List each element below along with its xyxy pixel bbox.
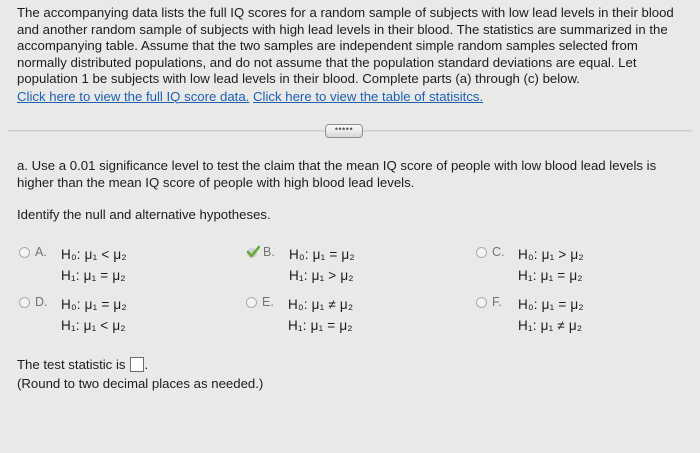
alternative-hypothesis: H₁: μ₁ = μ₂ xyxy=(288,318,353,333)
hypotheses xyxy=(289,244,355,286)
checkmark-icon[interactable] xyxy=(246,245,260,259)
rounding-note: (Round to two decimal places as needed.) xyxy=(17,376,264,391)
option-letter: A. xyxy=(35,245,47,259)
option-e[interactable] xyxy=(246,294,353,336)
radio-icon[interactable] xyxy=(476,297,487,308)
problem-statement xyxy=(17,5,689,105)
option-letter: D. xyxy=(35,295,48,309)
option-letter: C. xyxy=(492,245,505,259)
hypotheses xyxy=(518,244,584,286)
links-row xyxy=(17,89,689,106)
hypotheses xyxy=(288,294,353,336)
option-letter: B. xyxy=(263,245,275,259)
alternative-hypothesis: H₁: μ₁ = μ₂ xyxy=(61,268,126,283)
option-d[interactable] xyxy=(19,294,127,336)
option-letter: F. xyxy=(492,295,502,309)
alternative-hypothesis: H₁: μ₁ = μ₂ xyxy=(518,268,583,283)
test-statistic-row xyxy=(17,357,148,372)
alternative-hypothesis: H₁: μ₁ ≠ μ₂ xyxy=(518,318,583,333)
option-c[interactable] xyxy=(476,244,584,286)
full-data-link[interactable]: Click here to view the full IQ score data. xyxy=(17,88,250,104)
test-statistic-period: . xyxy=(144,357,149,372)
null-hypothesis: H₀: μ₁ < μ₂ xyxy=(61,247,127,262)
hypotheses xyxy=(61,244,127,286)
radio-icon[interactable] xyxy=(19,247,30,258)
null-hypothesis: H₀: μ₁ > μ₂ xyxy=(518,247,584,262)
alternative-hypothesis: H₁: μ₁ < μ₂ xyxy=(61,318,126,333)
alternative-hypothesis: H₁: μ₁ > μ₂ xyxy=(289,268,354,283)
radio-icon[interactable] xyxy=(19,297,30,308)
option-a[interactable] xyxy=(19,244,127,286)
hypotheses xyxy=(518,294,584,336)
test-statistic-input[interactable] xyxy=(130,357,144,372)
test-statistic-label: The test statistic is xyxy=(17,357,126,372)
option-letter: E. xyxy=(262,295,274,309)
null-hypothesis: H₀: μ₁ ≠ μ₂ xyxy=(288,297,354,312)
null-hypothesis: H₀: μ₁ = μ₂ xyxy=(61,297,127,312)
radio-icon[interactable] xyxy=(476,247,487,258)
option-b[interactable] xyxy=(246,244,355,286)
problem-paragraph: The accompanying data lists the full IQ scores for a random sample of subjects with low lead levels in their blood and another random sample of subjects with high lead levels in their blood. The statistics are summarized in the accompanying table. Assume that the two samples are independent simple random samples selected from normally distributed populations, and do not assume that the population standard deviations are equal. Let population 1 be subjects with low lead levels in their blood. Complete parts (a) through (c) below. xyxy=(17,5,674,86)
part-a-instruction: Identify the null and alternative hypotheses. xyxy=(17,207,271,222)
option-f[interactable] xyxy=(476,294,584,336)
radio-icon[interactable] xyxy=(246,297,257,308)
null-hypothesis: H₀: μ₁ = μ₂ xyxy=(518,297,584,312)
statistics-table-link[interactable]: Click here to view the table of statisitcs. xyxy=(253,88,484,104)
expand-more-button[interactable]: ••••• xyxy=(325,124,363,138)
hypotheses xyxy=(61,294,127,336)
part-a-question: a. Use a 0.01 significance level to test the claim that the mean IQ score of people with low blood lead levels is higher than the mean IQ score of people with high blood lead levels. xyxy=(17,158,657,190)
null-hypothesis: H₀: μ₁ = μ₂ xyxy=(289,247,355,262)
